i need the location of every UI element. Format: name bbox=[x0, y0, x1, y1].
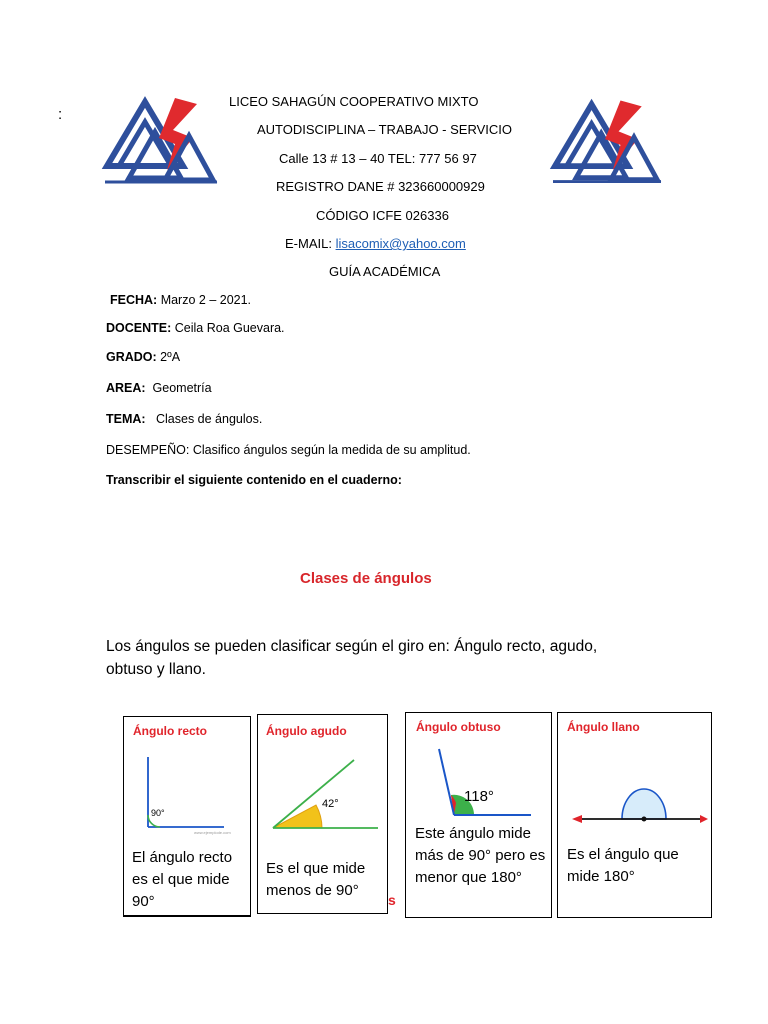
dane-registry: REGISTRO DANE # 323660000929 bbox=[276, 179, 485, 194]
docente-label: DOCENTE: bbox=[106, 321, 172, 335]
area-value: Geometría bbox=[145, 381, 212, 395]
school-address: Calle 13 # 13 – 40 TEL: 777 56 97 bbox=[279, 151, 477, 166]
guide-title: GUÍA ACADÉMICA bbox=[329, 264, 441, 279]
right-angle-diagram bbox=[124, 747, 234, 837]
email-label: E-MAIL: bbox=[285, 236, 336, 251]
intro-paragraph: Los ángulos se pueden clasificar según el giro en: Ángulo recto, agudo, obtuso y llano. bbox=[106, 638, 598, 678]
school-logo-right bbox=[553, 98, 661, 186]
grado-label: GRADO: bbox=[106, 350, 157, 364]
card-acute-angle bbox=[257, 714, 388, 914]
docente-value: Ceila Roa Guevara. bbox=[171, 321, 285, 335]
obtuse-angle-label: 118° bbox=[464, 788, 494, 805]
card-straight-angle-title: Ángulo llano bbox=[567, 720, 640, 734]
card-obtuse-angle bbox=[405, 712, 552, 918]
field-docente bbox=[106, 321, 285, 335]
stray-colon: : bbox=[58, 106, 63, 123]
card-straight-angle-text: Es el ángulo que mide 180° bbox=[567, 846, 679, 885]
card-obtuse-angle-title: Ángulo obtuso bbox=[416, 720, 501, 734]
card-obtuse-angle-text: Este ángulo mide más de 90° pero es menor que 180° bbox=[415, 825, 546, 886]
field-grado bbox=[106, 350, 180, 364]
acute-angle-diagram bbox=[258, 755, 387, 835]
field-tema bbox=[106, 412, 262, 426]
desempeno-label: DESEMPEÑO: bbox=[106, 443, 190, 457]
section-title: Clases de ángulos bbox=[300, 570, 432, 587]
watermark-text: www.ejemplode.com bbox=[194, 830, 231, 835]
acute-angle-label: 42° bbox=[322, 798, 339, 810]
field-desempeno bbox=[106, 443, 471, 457]
card-acute-angle-text: Es el que mide menos de 90° bbox=[266, 860, 366, 899]
school-logo-left bbox=[105, 96, 217, 186]
icfe-code: CÓDIGO ICFE 026336 bbox=[316, 208, 449, 223]
tema-value: Clases de ángulos. bbox=[145, 412, 263, 426]
desempeno-value: Clasifico ángulos según la medida de su amplitud. bbox=[189, 443, 471, 457]
school-name: LICEO SAHAGÚN COOPERATIVO MIXTO bbox=[229, 94, 479, 109]
field-area bbox=[106, 381, 212, 395]
email-line bbox=[285, 236, 466, 251]
grado-value: 2ºA bbox=[156, 350, 181, 364]
fecha-label: FECHA: bbox=[110, 293, 158, 307]
straight-angle-diagram bbox=[558, 773, 711, 853]
card-straight-angle bbox=[557, 712, 712, 918]
tema-label: TEMA: bbox=[106, 412, 146, 426]
card-right-angle bbox=[123, 716, 251, 917]
card-acute-angle-title: Ángulo agudo bbox=[266, 724, 347, 738]
instruction-text: Transcribir el siguiente contenido en el cuaderno: bbox=[106, 473, 402, 487]
area-label: AREA: bbox=[106, 381, 146, 395]
field-fecha bbox=[110, 293, 251, 307]
email-link[interactable]: lisacomix@yahoo.com bbox=[335, 236, 466, 251]
stray-red-letter: s bbox=[388, 892, 396, 908]
card-right-angle-title: Ángulo recto bbox=[133, 724, 207, 738]
right-angle-label: 90° bbox=[151, 808, 165, 818]
school-motto: AUTODISCIPLINA – TRABAJO - SERVICIO bbox=[257, 122, 513, 137]
card-right-angle-text: El ángulo recto es el que mide 90° bbox=[132, 849, 233, 910]
fecha-value: Marzo 2 – 2021. bbox=[157, 293, 252, 307]
obtuse-angle-diagram bbox=[406, 743, 551, 823]
